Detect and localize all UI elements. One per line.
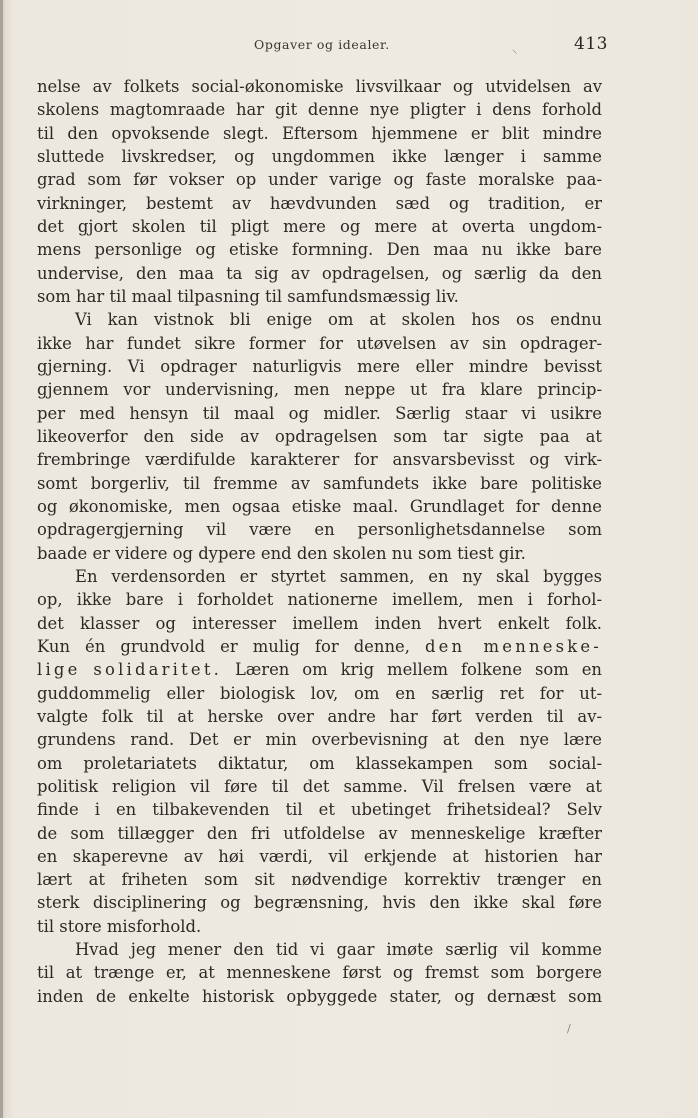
text-line: guddommelig eller biologisk lov, om en særlig ret for ut- [37,683,602,703]
spaced-emphasis: solidaritet. [93,660,223,680]
text-line: gjerning. Vi opdrager naturligvis mere eller mindre bevisst [37,356,602,376]
text-line: det gjort skolen til pligt mere og mere at overta ungdom- [37,216,602,236]
text-line: lært at friheten som sit nødvendige korrektiv trænger en [37,870,602,890]
text-line: Vi kan vistnok bli enige om at skolen hos os endnu [75,310,602,330]
text-line: finde i en tilbakevenden til et ubetinget frihetsideal? Selv [37,800,602,820]
running-title: Opgaver og idealer. [254,37,390,52]
text-line: En verdensorden er styrtet sammen, en ny skal bygges [75,566,602,586]
text-line: sluttede livskredser, og ungdommen ikke længer i samme [37,146,602,166]
text-line: som har til maal tilpasning til samfundsmæssig liv. [37,286,459,306]
text-line: valgte folk til at herske over andre har ført verden til av- [37,706,602,726]
text-line: det klasser og interesser imellem inden hvert enkelt folk. [37,613,602,633]
text-fragment: Kun én grundvold er mulig for denne, [37,636,410,656]
text-line: til store misforhold. [37,916,202,936]
text-line: grundens rand. Det er min overbevisning at den nye lære [37,730,602,750]
text-line: frembringe værdifulde karakterer for ansvarsbevisst og virk- [37,450,602,470]
text-line: skolens magtomraade har git denne nye pligter i dens forhold [37,100,602,120]
text-line: mens personlige og etiske formning. Den maa nu ikke bare [37,240,602,260]
text-line: politisk religion vil føre til det samme. Vil frelsen være at [37,776,602,796]
text-line: baade er videre og dypere end den skolen nu som tiest gir. [37,543,526,563]
text-line: og økonomiske, men ogsaa etiske maal. Grundlaget for denne [37,496,602,516]
text-line: sterk disciplinering og begrænsning, hvis den ikke skal føre [37,893,602,913]
print-mark-bottom: / [567,1022,571,1035]
text-line-emphasis [37,635,602,658]
text-line: op, ikke bare i forholdet nationerne imellem, men i forhol- [37,590,602,610]
page-spine-edge [0,0,3,1118]
text-line: likeoverfor den side av opdragelsen som tar sigte paa at [37,426,602,446]
text-line: grad som før vokser op under varige og faste moralske paa- [37,170,602,190]
text-line-emphasis [37,658,602,681]
text-line: om proletariatets diktatur, om klassekampen som social- [37,753,602,773]
text-line: opdragergjerning vil være en personlighetsdannelse som [37,520,602,540]
text-line: inden de enkelte historisk opbyggede stater, og dernæst som [37,986,602,1006]
text-line: ikke har fundet sikre former for utøvelsen av sin opdrager- [37,333,602,353]
text-line: per med hensyn til maal og midler. Særlig staar vi usikre [37,403,602,423]
text-line: nelse av folkets social-økonomiske livsvilkaar og utvidelsen av [37,77,602,96]
spaced-emphasis: den menneske- [424,636,602,656]
body-text [37,75,602,1008]
running-header [0,34,698,58]
text-line: en skaperevne av høi værdi, vil erkjende at historien har [37,846,602,866]
print-mark: ⸜ [512,43,518,56]
text-line: undervise, den maa ta sig av opdragelsen, og særlig da den [37,263,602,283]
text-line: til at trænge er, at menneskene først og fremst som borgere [37,963,602,983]
text-line: til den opvoksende slegt. Eftersom hjemmene er blit mindre [37,123,602,143]
text-line: virkninger, bestemt av hævdvunden sæd og tradition, er [37,193,602,213]
text-line: de som tillægger den fri utfoldelse av menneskelige kræfter [37,823,602,843]
text-line: gjennem vor undervisning, men neppe ut fra klare princip- [37,380,602,400]
text-fragment: Læren om krig mellem folkene som en [234,660,602,680]
page-number: 413 [574,34,608,54]
spaced-emphasis: lige [37,660,81,680]
text-line: Hvad jeg mener den tid vi gaar imøte særlig vil komme [75,940,602,960]
text-line: somt borgerliv, til fremme av samfundets ikke bare politiske [37,473,602,493]
